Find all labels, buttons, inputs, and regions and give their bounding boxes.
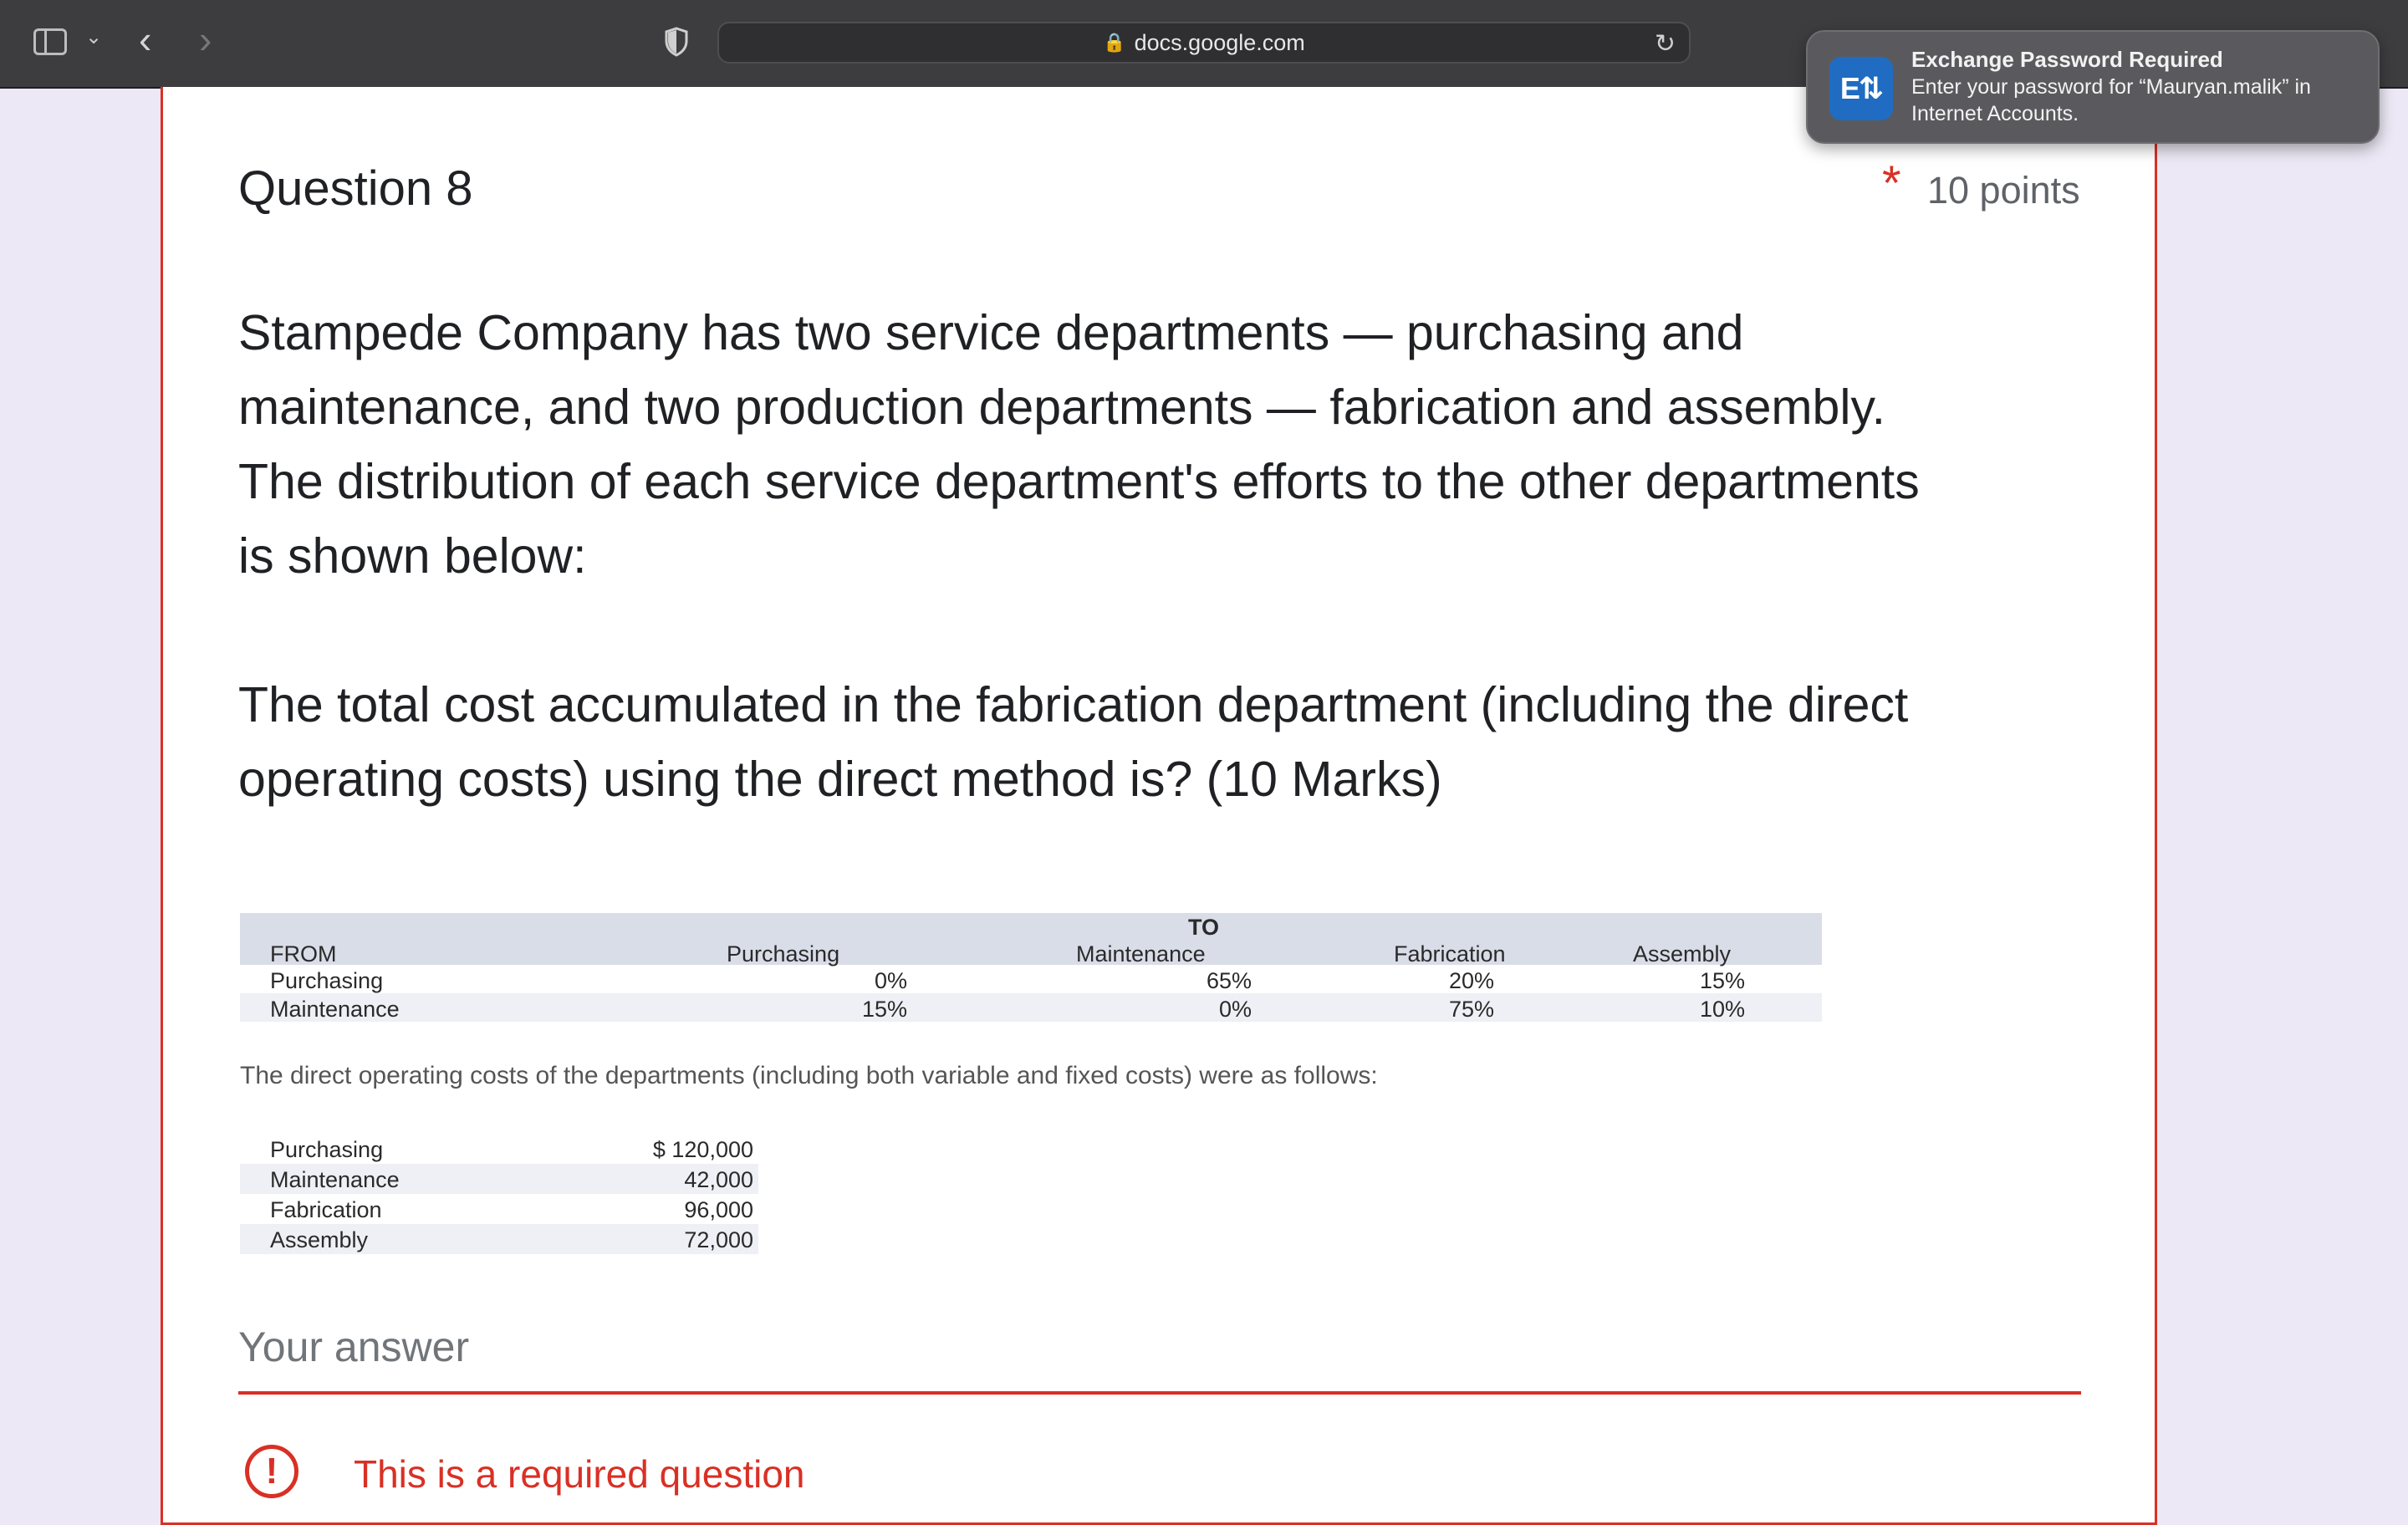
notification-title: Exchange Password Required	[1911, 47, 2223, 72]
table-cell: 75%	[1448, 997, 1494, 1022]
row-label: Purchasing	[270, 1137, 384, 1162]
notification-body: Enter your password for “Mauryan.malik” in Internet Accounts.	[1911, 75, 2311, 125]
row-label: Purchasing	[270, 968, 384, 993]
table-cell: 65%	[1206, 968, 1252, 993]
error-message: This is a required question	[354, 1452, 805, 1496]
table-header-band	[240, 913, 1822, 965]
table-cell: $ 120,000	[652, 1137, 753, 1162]
row-label: Assembly	[270, 1227, 369, 1252]
table-row	[240, 1134, 758, 1164]
points-label: 10 points	[1927, 169, 2080, 212]
from-header: FROM	[270, 941, 337, 967]
question-title: Question 8	[238, 161, 473, 216]
question-paragraph-1: Stampede Company has two service departments — purchasing and maintenance, and two production departments — fabrication and assembly. The distribution of each service department's efforts to the other departments is shown below:	[238, 305, 1920, 584]
column-header: Assembly	[1633, 941, 1732, 967]
error-icon: !	[245, 1445, 298, 1498]
question-paragraph-2: The total cost accumulated in the fabrication department (including the direct operating costs) using the direct method is? (10 Marks)	[238, 677, 1909, 807]
column-header: Maintenance	[1076, 941, 1206, 967]
row-label: Fabrication	[270, 1197, 382, 1222]
to-header: TO	[1188, 915, 1220, 940]
required-asterisk: *	[1882, 156, 1901, 211]
question-card	[161, 87, 2157, 1525]
distribution-table	[240, 906, 1822, 1023]
row-label: Maintenance	[270, 1167, 400, 1192]
costs-caption: The direct operating costs of the departments (including both variable and fixed costs) were as follows:	[240, 1062, 1378, 1089]
back-arrow-icon[interactable]: ‹	[139, 18, 152, 61]
exchange-icon: E⇅	[1829, 57, 1893, 120]
table-row	[240, 993, 1822, 1022]
table-cell: 15%	[861, 997, 907, 1022]
question-image	[240, 906, 1822, 1341]
forward-arrow-icon[interactable]: ›	[199, 18, 212, 61]
shield-icon[interactable]	[664, 27, 689, 57]
table-cell: 72,000	[684, 1227, 753, 1252]
url-text: docs.google.com	[1134, 29, 1305, 55]
sidebar-icon[interactable]	[33, 28, 67, 55]
table-row	[240, 1224, 758, 1254]
reload-icon[interactable]: ↻	[1654, 30, 1676, 58]
table-cell: 15%	[1699, 968, 1745, 993]
table-cell: 20%	[1448, 968, 1494, 993]
column-header: Fabrication	[1394, 941, 1506, 967]
table-cell: 42,000	[684, 1167, 753, 1192]
column-header: Purchasing	[727, 941, 840, 967]
table-cell: 0%	[874, 968, 907, 993]
chevron-down-icon[interactable]: ⌄	[85, 26, 103, 48]
table-row	[240, 1194, 758, 1224]
table-row	[240, 1164, 758, 1194]
answer-input[interactable]: Your answer	[238, 1324, 470, 1370]
table-cell: 96,000	[684, 1197, 753, 1222]
question-text	[238, 296, 1944, 817]
answer-underline	[238, 1391, 2081, 1395]
notification-banner[interactable]	[1806, 30, 2380, 144]
row-label: Maintenance	[270, 997, 400, 1022]
table-cell: 10%	[1699, 997, 1745, 1022]
table-cell: 0%	[1218, 997, 1252, 1022]
table-row	[240, 965, 1822, 993]
costs-table	[240, 1130, 758, 1324]
lock-icon: 🔒	[1103, 32, 1126, 53]
address-bar[interactable]	[717, 22, 1691, 64]
